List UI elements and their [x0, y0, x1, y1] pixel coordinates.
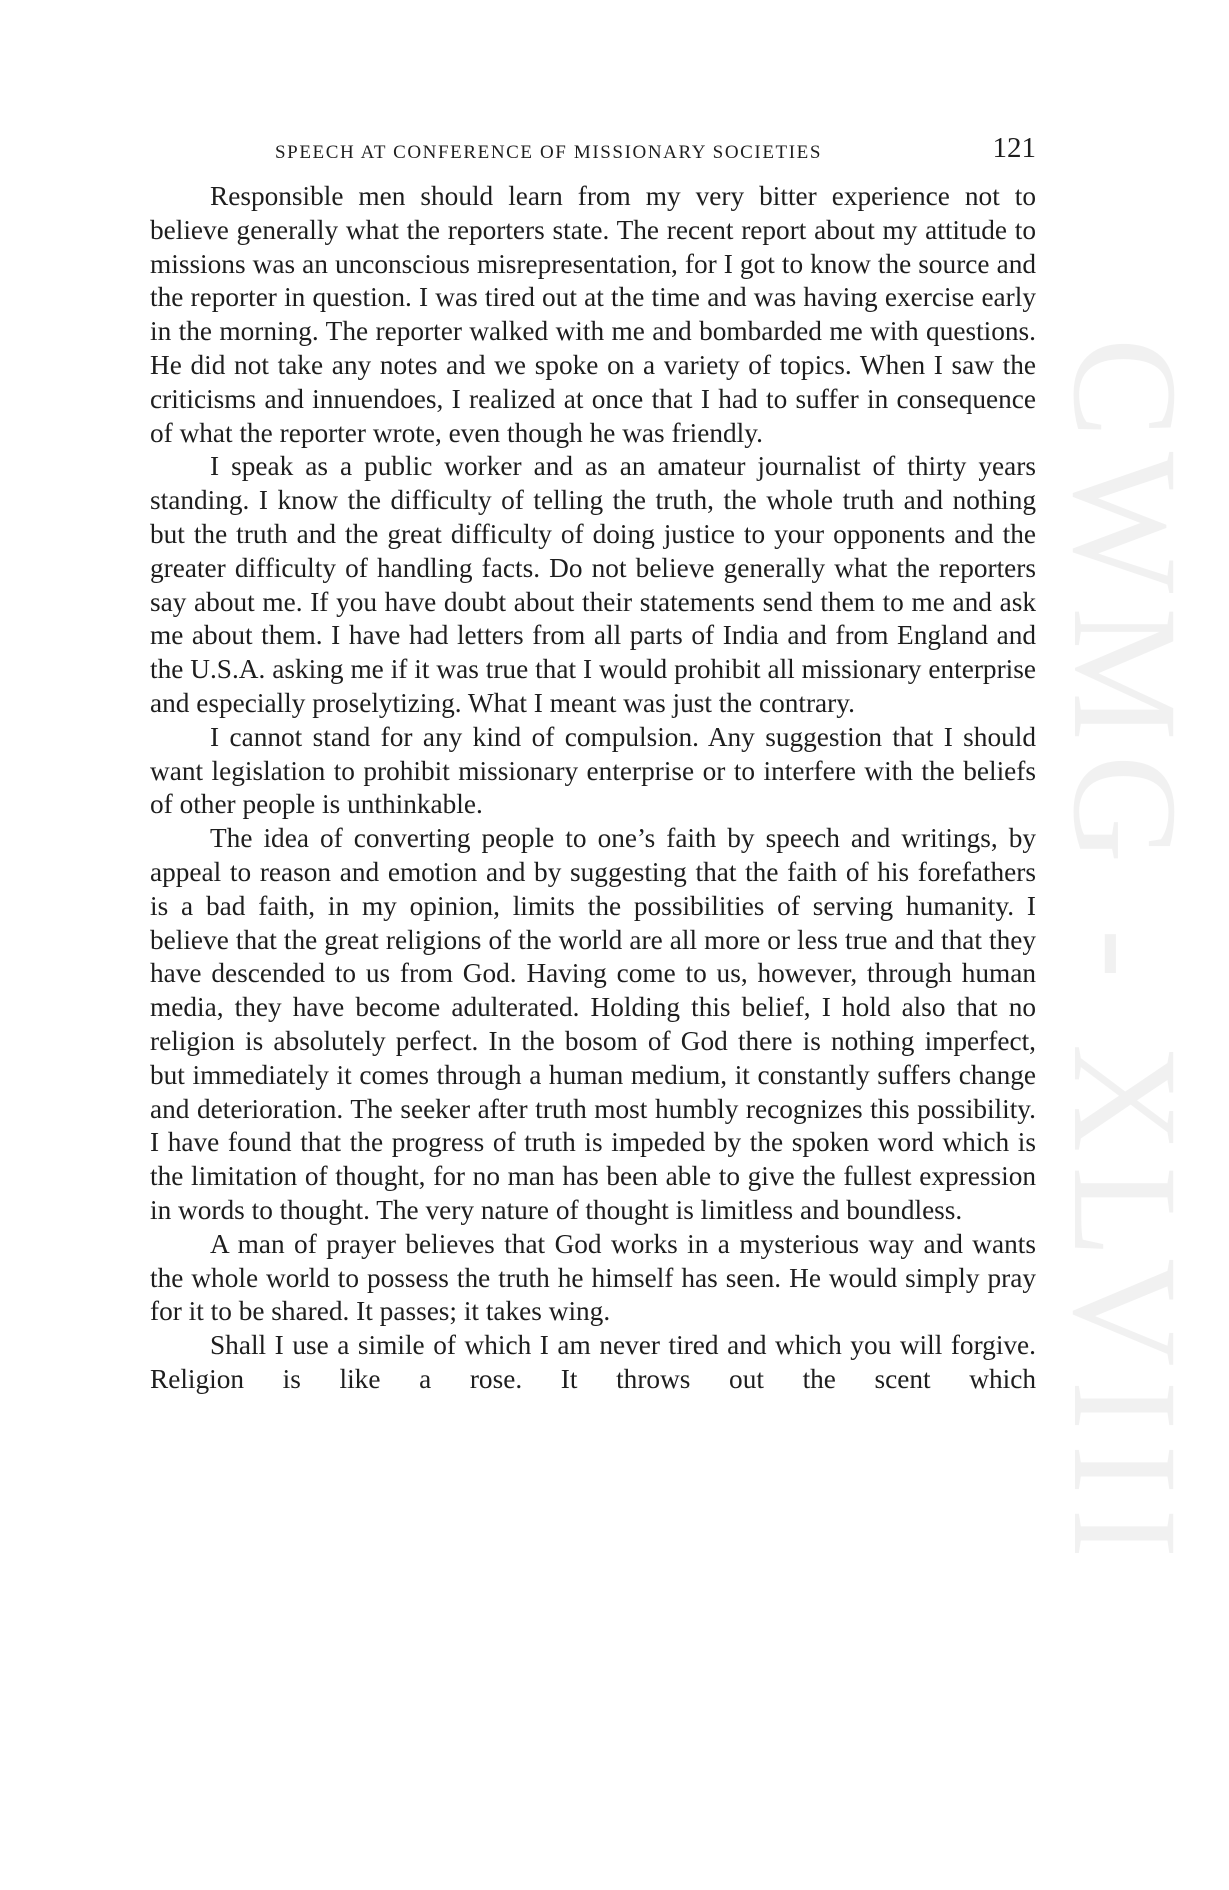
- paragraph-reporters: Responsible men should learn from my very bitter experience not to believe generally what the reporters state. The recent report about my attitude to missions was an unconscious misrepresentation, for I got to know the source and the reporter in question. I was tired out at the time and was having exercise early in the morning. The reporter walked with me and bombarded me with questions. He did not take any notes and we spoke on a variety of topics. When I saw the criticisms and innuendoes, I realized at once that I had to suffer in consequence of what the reporter wrote, even though he was friendly.: [150, 181, 1036, 448]
- paragraph-prayer: A man of prayer believes that God works in a mysterious way and wants the whole world to possess the truth he himself has seen. He would simply pray for it to be shared. It passes; it takes wing.: [150, 1228, 1036, 1327]
- paragraph-rose-simile: Shall I use a simile of which I am never tired and which you will forgive. Religion is like a rose. It throws out the scent which: [150, 1330, 1036, 1394]
- watermark: [1042, 337, 1208, 1573]
- paragraph-converting: The idea of converting people to one’s faith by speech and writings, by appeal to reason and emotion and by suggesting that the faith of his forefathers is a bad faith, in my opinion, limits the possibilities of serving humanity. I believe that the great religions of the world are all more or less true and that they have descended to us from God. Having come to us, however, through human media, they have become adulterated. Holding this belief, I hold also that no religion is absolutely perfect. In the bosom of God there is nothing imperfect, but immediately it comes through a human medium, it constantly suffers change and deterioration. The seeker after truth most humbly recognizes this possibility. I have found that the progress of truth is impeded by the spoken word which is the limitation of thought, for no man has been able to give the fullest expression in words to thought. The very nature of thought is limitless and boundless.: [150, 823, 1036, 1225]
- paragraph-journalist: I speak as a public worker and as an amateur journalist of thirty years standing. I know the difficulty of telling the truth, the whole truth and nothing but the truth and the great difficulty of doing justice to your opponents and the greater difficulty of handling facts. Do not believe generally what the reporters say about me. If you have doubt about their statements send them to me and ask me about them. I have had letters from all parts of India and from England and the U.S.A. asking me if it was true that I would prohibit all missionary enterprise and especially proselytizing. What I meant was just the contrary.: [150, 451, 1036, 718]
- running-head: [150, 132, 1036, 172]
- paragraph-compulsion: I cannot stand for any kind of compulsion. Any suggestion that I should want legislation to prohibit missionary enterprise or to interfere with the beliefs of other people is unthinkable.: [150, 721, 1036, 820]
- page-number: 121: [992, 132, 1036, 164]
- running-title: SPEECH AT CONFERENCE OF MISSIONARY SOCIETIES: [275, 142, 823, 163]
- body-text: [150, 180, 1036, 1397]
- watermark-text: CWMG - XLVIII: [1042, 337, 1208, 1573]
